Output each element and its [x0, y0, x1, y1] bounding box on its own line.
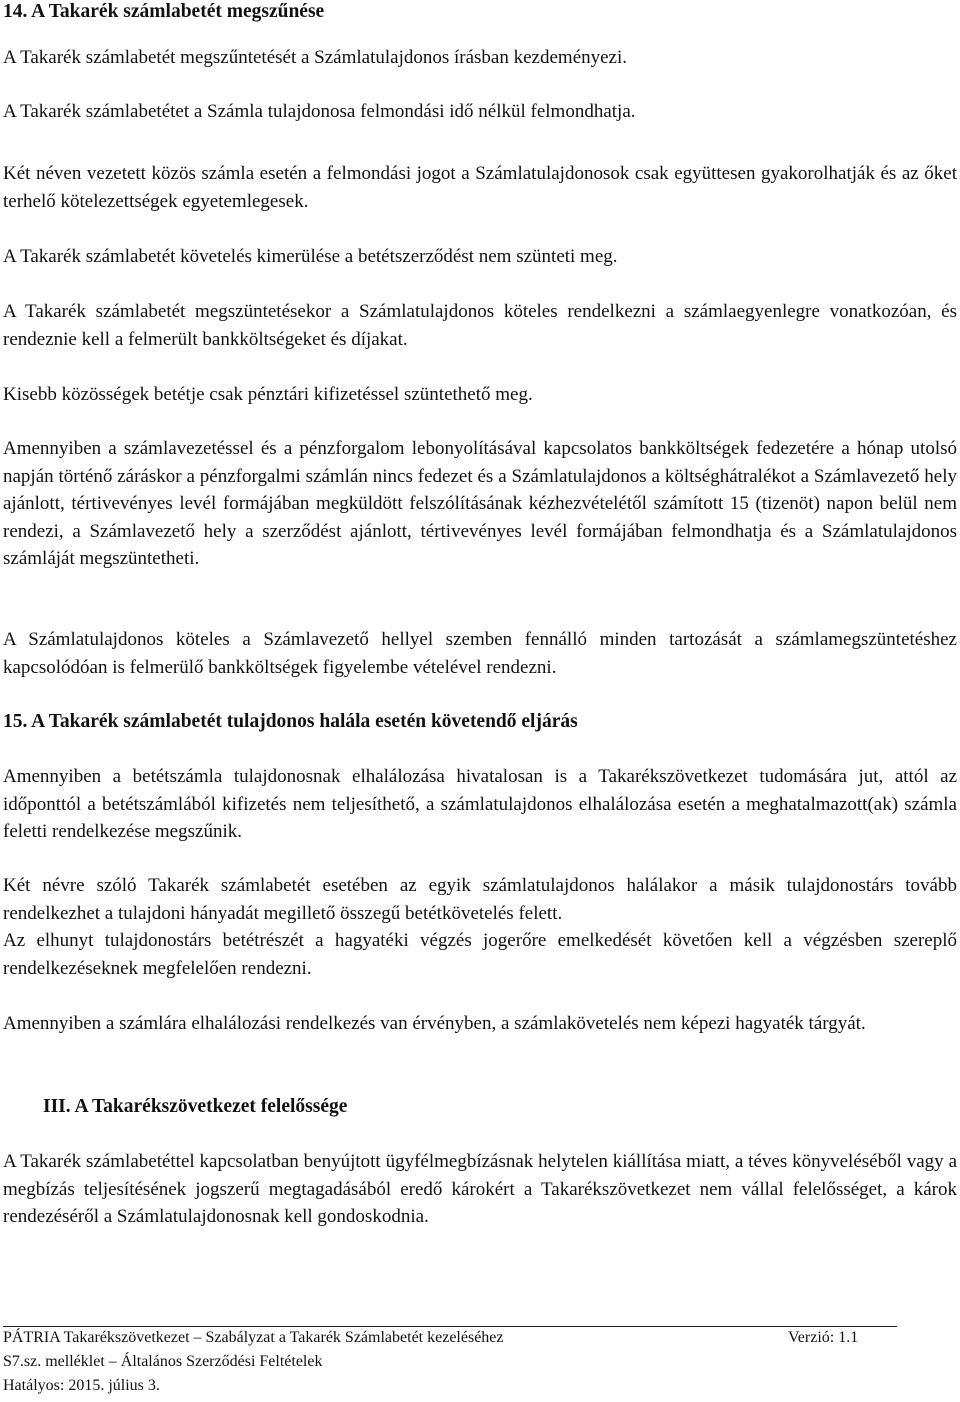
section-15-paragraph-1: Amennyiben a betétszámla tulajdonosnak elhalálozása hivatalosan is a Takarékszövetkezet tudomására jut, attól az időponttól a betétszámlából kifizetés nem teljesíthető, a számlatulajdonos elhalálozása esetén a meghatalmazott(ak) számla feletti rendelkezése megszűnik. [3, 766, 957, 842]
page-footer [3, 1326, 957, 1398]
footer-title: PÁTRIA Takarékszövetkezet – Szabályzat a Takarék Számlabetét kezeléséhez [3, 1329, 504, 1346]
section-14-paragraph-8: A Számlatulajdonos köteles a Számlavezető hellyel szemben fennálló minden tartozását a számlamegszüntetéshez kapcsolódóan is felmerülő bankköltségek figyelembe vételével rendezni. [3, 629, 957, 678]
section-14-paragraph-7: Amennyiben a számlavezetéssel és a pénzforgalom lebonyolításával kapcsolatos bankköltségek fedezetére a hónap utolsó napján történő záráskor a pénzforgalmi számlán nincs fedezet és a Számlatulajdonos a költséghátralékot a Számlavezető hely ajánlott, tértivevényes levél formájában megküldött felszólításának kézhezvételétől számított 15 (tizenöt) napon belül nem rendezi, a Számlavezető hely a szerződést ajánlott, tértivevényes levél formájában felmondhatja és a Számlatulajdonos számláját megszüntetheti. [3, 438, 957, 569]
footer-line-1 [3, 1326, 957, 1350]
section-14-paragraph-6: Kisebb közösségek betétje csak pénztári kifizetéssel szüntethető meg. [3, 384, 533, 405]
footer-annex: S7.sz. melléklet – Általános Szerződési Feltételek [3, 1353, 323, 1370]
footer-effective-date: Hatályos: 2015. július 3. [3, 1377, 160, 1394]
section-iii-paragraph-1: A Takarék számlabetéttel kapcsolatban benyújtott ügyfélmegbízásnak helytelen kiállítása miatt, a téves könyveléséből vagy a megbízás teljesítésének jogszerű megtagadásából eredő károkért a Takarékszövetkezet nem vállal felelősséget, a károk rendezéséről a Számlatulajdonosnak kell gondoskodnia. [3, 1151, 957, 1227]
section-14-heading: 14. A Takarék számlabetét megszűnése [3, 1, 325, 22]
section-15-heading: 15. A Takarék számlabetét tulajdonos halála esetén követendő eljárás [3, 711, 578, 732]
section-15-paragraph-2: Két névre szóló Takarék számlabetét esetében az egyik számlatulajdonos halálakor a másik tulajdonostárs tovább rendelkezhet a tulajdoni hányadát megillető összegű betétkövetelés felett. [3, 875, 957, 924]
section-14-paragraph-1: A Takarék számlabetét megszűntetését a Számlatulajdonos írásban kezdeményezi. [3, 47, 628, 68]
section-14-paragraph-5: A Takarék számlabetét megszüntetésekor a Számlatulajdonos köteles rendelkezni a számlaegyenlegre vonatkozóan, és rendeznie kell a felmerült bankköltségeket és díjakat. [3, 301, 957, 350]
section-15-paragraph-3: Az elhunyt tulajdonostárs betétrészét a hagyatéki végzés jogerőre emelkedését követően kell a végzésben szereplő rendelkezéseknek megfelelően rendezni. [3, 930, 957, 979]
section-15-paragraph-4: Amennyiben a számlára elhalálozási rendelkezés van érvényben, a számlakövetelés nem képezi hagyaték tárgyát. [3, 1013, 866, 1034]
section-14-paragraph-2: A Takarék számlabetétet a Számla tulajdonosa felmondási idő nélkül felmondhatja. [3, 101, 636, 122]
section-iii-heading: III. A Takarékszövetkezet felelőssége [43, 1096, 348, 1117]
footer-version: Verzió: 1.1 [788, 1329, 859, 1346]
section-14-paragraph-4: A Takarék számlabetét követelés kimerülése a betétszerződést nem szünteti meg. [3, 246, 618, 267]
section-14-paragraph-3: Két néven vezetett közös számla esetén a felmondási jogot a Számlatulajdonosok csak együttesen gyakorolhatják és az őket terhelő kötelezettségek egyetemlegesek. [3, 163, 957, 212]
